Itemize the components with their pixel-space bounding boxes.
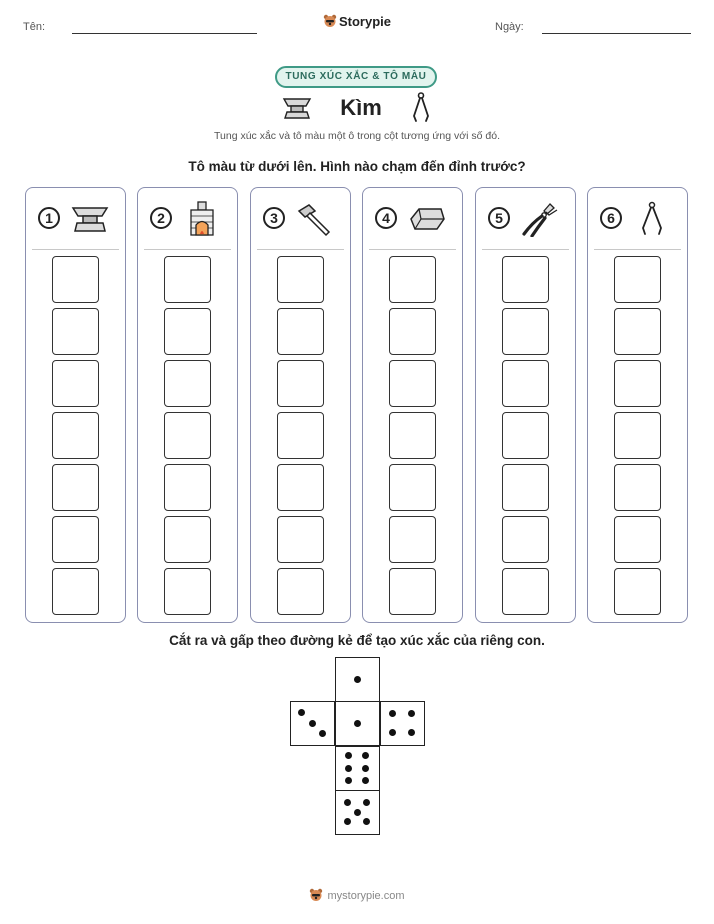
color-cell[interactable] — [502, 568, 549, 615]
column-number: 4 — [375, 207, 397, 229]
column-number: 6 — [600, 207, 622, 229]
column-number: 5 — [488, 207, 510, 229]
die-pip — [389, 729, 396, 736]
color-cell[interactable] — [164, 360, 211, 407]
color-cell[interactable] — [277, 360, 324, 407]
die-pip — [389, 710, 396, 717]
color-cell[interactable] — [614, 412, 661, 459]
color-cell[interactable] — [277, 568, 324, 615]
color-cell[interactable] — [389, 360, 436, 407]
die-pip — [344, 799, 351, 806]
color-cell[interactable] — [164, 308, 211, 355]
color-cell[interactable] — [502, 308, 549, 355]
subtitle: Tung xúc xắc và tô màu một ô trong cột tương ứng với số đó. — [214, 130, 500, 142]
die-face-right — [380, 701, 425, 746]
color-cell[interactable] — [389, 516, 436, 563]
column-divider — [594, 249, 681, 250]
die-pip — [362, 777, 369, 784]
color-cell[interactable] — [52, 308, 99, 355]
color-cell[interactable] — [614, 464, 661, 511]
color-cell[interactable] — [502, 256, 549, 303]
color-cell[interactable] — [164, 516, 211, 563]
color-cell[interactable] — [614, 360, 661, 407]
theme-title — [0, 92, 714, 124]
column-6 — [587, 187, 688, 623]
die-pip — [362, 752, 369, 759]
color-cell[interactable] — [502, 464, 549, 511]
column-divider — [482, 249, 569, 250]
color-cell[interactable] — [277, 308, 324, 355]
die-pip — [362, 765, 369, 772]
die-pip — [354, 809, 361, 816]
die-instruction: Cắt ra và gấp theo đường kẻ để tạo xúc xắc của riêng con. — [169, 633, 545, 648]
column-divider — [257, 249, 344, 250]
color-cell[interactable] — [277, 464, 324, 511]
bear-footer-icon — [309, 888, 323, 902]
column-1 — [25, 187, 126, 623]
column-number: 3 — [263, 207, 285, 229]
die-pip — [345, 765, 352, 772]
date-line — [542, 33, 691, 34]
die-face-center — [335, 701, 380, 746]
column-divider — [32, 249, 119, 250]
die-pip — [298, 709, 305, 716]
column-4 — [362, 187, 463, 623]
color-cell[interactable] — [277, 412, 324, 459]
die-pip — [345, 752, 352, 759]
die-pip — [345, 777, 352, 784]
color-cell[interactable] — [277, 256, 324, 303]
color-cell[interactable] — [164, 464, 211, 511]
die-pip — [408, 710, 415, 717]
color-cell[interactable] — [164, 568, 211, 615]
die-pip — [309, 720, 316, 727]
color-cell[interactable] — [502, 516, 549, 563]
date-label: Ngày: — [495, 21, 524, 33]
die-face-lower — [335, 746, 380, 791]
die-pip — [363, 818, 370, 825]
die-face-left — [290, 701, 335, 746]
color-cell[interactable] — [277, 516, 324, 563]
color-cell[interactable] — [52, 412, 99, 459]
color-cell[interactable] — [389, 256, 436, 303]
die-face-top — [335, 657, 380, 702]
name-line — [72, 33, 257, 34]
color-cell[interactable] — [164, 412, 211, 459]
color-cell[interactable] — [389, 568, 436, 615]
color-cell[interactable] — [389, 308, 436, 355]
die-pip — [354, 676, 361, 683]
column-2 — [137, 187, 238, 623]
die-pip — [319, 730, 326, 737]
die-pip — [408, 729, 415, 736]
die-pip — [363, 799, 370, 806]
brand-name: Storypie — [338, 14, 391, 29]
theme-word: Kìm — [340, 95, 382, 120]
forge-furnace-icon — [182, 201, 222, 237]
tongs-title-icon — [404, 94, 432, 119]
color-cell[interactable] — [164, 256, 211, 303]
pliers-icon — [520, 201, 560, 237]
activity-badge: TUNG XÚC XẮC & TÔ MÀU — [275, 66, 437, 88]
brand-logo — [0, 14, 714, 29]
die-pip — [344, 818, 351, 825]
column-number: 1 — [38, 207, 60, 229]
column-number: 2 — [150, 207, 172, 229]
die-pip — [354, 720, 361, 727]
color-cell[interactable] — [614, 256, 661, 303]
color-cell[interactable] — [52, 516, 99, 563]
color-cell[interactable] — [614, 308, 661, 355]
color-cell[interactable] — [52, 464, 99, 511]
metal-ingot-icon — [407, 201, 447, 237]
color-cell[interactable] — [502, 412, 549, 459]
anvil-title-icon — [282, 94, 318, 119]
color-cell[interactable] — [52, 568, 99, 615]
coloring-instruction: Tô màu từ dưới lên. Hình nào chạm đến đỉnh trước? — [188, 159, 526, 174]
anvil-icon — [70, 201, 110, 237]
footer — [0, 888, 714, 902]
color-cell[interactable] — [614, 568, 661, 615]
color-cell[interactable] — [52, 256, 99, 303]
bear-logo-icon — [323, 14, 337, 28]
column-3 — [250, 187, 351, 623]
color-cell[interactable] — [502, 360, 549, 407]
column-divider — [144, 249, 231, 250]
color-cell[interactable] — [52, 360, 99, 407]
color-cell[interactable] — [389, 412, 436, 459]
name-label: Tên: — [23, 21, 46, 33]
tongs-icon — [632, 201, 672, 237]
column-5 — [475, 187, 576, 623]
column-divider — [369, 249, 456, 250]
die-face-bottom — [335, 790, 380, 835]
color-cell[interactable] — [614, 516, 661, 563]
hammer-icon — [295, 201, 335, 237]
color-cell[interactable] — [389, 464, 436, 511]
footer-url: mystorypie.com — [327, 890, 405, 902]
